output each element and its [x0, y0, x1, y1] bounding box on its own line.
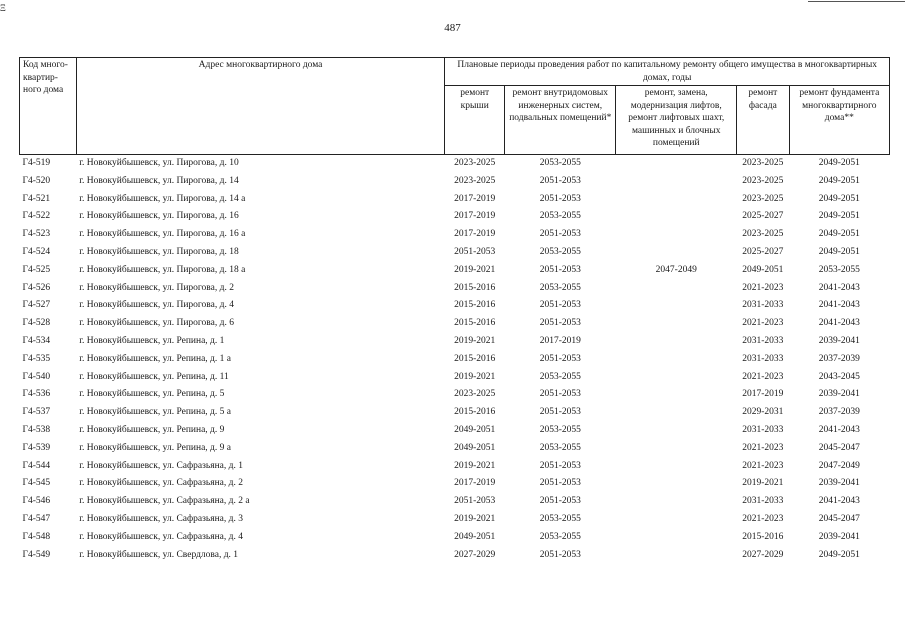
cell-facade: 2031-2033 — [742, 353, 784, 364]
table-row — [20, 369, 890, 387]
cell-systems: 2051-2053 — [539, 407, 581, 418]
cell-facade: 2021-2023 — [742, 371, 784, 382]
cell-systems: 2051-2053 — [539, 496, 581, 507]
cell-elevators — [616, 386, 737, 404]
cell-address: г. Новокуйбышевск, ул. Пирогова, д. 16 а — [79, 229, 246, 240]
cell-roof: 2015-2016 — [454, 300, 496, 311]
cell-foundation: 2037-2039 — [818, 353, 860, 364]
cell-address: г. Новокуйбышевск, ул. Пирогова, д. 18 — [79, 246, 239, 257]
cell-elevators — [616, 458, 737, 476]
cell-address: г. Новокуйбышевск, ул. Репина, д. 11 — [79, 371, 229, 382]
table-row — [20, 155, 890, 173]
table-row — [20, 422, 890, 440]
cell-elevators: 2047-2049 — [655, 264, 697, 275]
cell-elevators — [616, 440, 737, 458]
cell-address: г. Новокуйбышевск, ул. Сафразьяна, д. 2 — [79, 478, 243, 489]
cell-systems: 2051-2053 — [539, 460, 581, 471]
header-elevators: ремонт, замена, модернизация лифтов, ремонт лифтовых шахт, машинных и блочных помещений — [616, 86, 737, 155]
cell-facade: 2015-2016 — [742, 531, 784, 542]
cell-foundation: 2041-2043 — [818, 496, 860, 507]
cell-systems: 2053-2055 — [539, 282, 581, 293]
cell-roof: 2017-2019 — [454, 193, 496, 204]
table-row — [20, 493, 890, 511]
cell-facade: 2019-2021 — [742, 478, 784, 489]
cell-address: г. Новокуйбышевск, ул. Пирогова, д. 18 а — [79, 264, 246, 275]
cell-elevators — [616, 315, 737, 333]
cell-elevators — [616, 173, 737, 191]
cell-foundation: 2047-2049 — [818, 460, 860, 471]
cell-address: г. Новокуйбышевск, ул. Пирогова, д. 10 — [79, 158, 239, 168]
cell-elevators — [616, 280, 737, 298]
header-facade: ремонт фасада — [737, 86, 790, 155]
cell-roof: 2019-2021 — [454, 460, 496, 471]
cell-code: Г4-537 — [22, 407, 51, 418]
cell-roof: 2019-2021 — [454, 335, 496, 346]
table-row — [20, 458, 890, 476]
cell-roof: 2017-2019 — [454, 229, 496, 240]
cell-elevators — [616, 208, 737, 226]
cell-systems: 2053-2055 — [539, 158, 581, 168]
cell-roof: 2015-2016 — [454, 282, 496, 293]
cell-foundation: 2045-2047 — [818, 442, 860, 453]
cell-code: Г4-535 — [22, 353, 51, 364]
cell-code: Г4-523 — [22, 229, 51, 240]
cell-facade: 2021-2023 — [742, 460, 784, 471]
cell-foundation: 2041-2043 — [818, 300, 860, 311]
scan-line — [808, 1, 905, 2]
cell-roof: 2049-2051 — [454, 531, 496, 542]
cell-address: г. Новокуйбышевск, ул. Пирогова, д. 6 — [79, 318, 234, 329]
cell-foundation: 2043-2045 — [818, 371, 860, 382]
cell-code: Г4-547 — [22, 513, 51, 524]
cell-roof: 2015-2016 — [454, 318, 496, 329]
cell-foundation: 2049-2051 — [818, 549, 860, 560]
cell-elevators — [616, 511, 737, 529]
cell-elevators — [616, 529, 737, 547]
header-systems: ремонт внутридомовых инженерных систем, подвальных помещений* — [505, 86, 616, 155]
table-row — [20, 529, 890, 547]
cell-code: Г4-525 — [22, 264, 51, 275]
cell-foundation: 2049-2051 — [818, 193, 860, 204]
cell-roof: 2023-2025 — [454, 158, 496, 168]
cell-elevators — [616, 475, 737, 493]
cell-systems: 2051-2053 — [539, 229, 581, 240]
cell-foundation: 2041-2043 — [818, 424, 860, 435]
cell-code: Г4-534 — [22, 335, 51, 346]
table-row — [20, 280, 890, 298]
cell-code: Г4-549 — [22, 549, 51, 560]
cell-address: г. Новокуйбышевск, ул. Репина, д. 1 — [79, 335, 225, 346]
cell-facade: 2031-2033 — [742, 424, 784, 435]
cell-roof: 2017-2019 — [454, 478, 496, 489]
cell-roof: 2015-2016 — [454, 353, 496, 364]
cell-code: Г4-520 — [22, 175, 51, 186]
cell-code: Г4-524 — [22, 246, 51, 257]
page-number: 487 — [444, 22, 461, 34]
cell-code: Г4-526 — [22, 282, 51, 293]
table-row — [20, 226, 890, 244]
cell-roof: 2019-2021 — [454, 371, 496, 382]
cell-address: г. Новокуйбышевск, ул. Репина, д. 5 а — [79, 407, 231, 418]
table-row — [20, 386, 890, 404]
cell-code: Г4-536 — [22, 389, 51, 400]
cell-facade: 2021-2023 — [742, 442, 784, 453]
cell-systems: 2051-2053 — [539, 478, 581, 489]
cell-code: Г4-527 — [22, 300, 51, 311]
scan-mark: Ξ — [0, 3, 6, 13]
cell-facade: 2023-2025 — [742, 175, 784, 186]
cell-facade: 2027-2029 — [742, 549, 784, 560]
cell-foundation: 2041-2043 — [818, 318, 860, 329]
cell-code: Г4-546 — [22, 496, 51, 507]
cell-systems: 2053-2055 — [539, 531, 581, 542]
cell-systems: 2051-2053 — [539, 353, 581, 364]
cell-code: Г4-548 — [22, 531, 51, 542]
cell-systems: 2051-2053 — [539, 193, 581, 204]
cell-roof: 2049-2051 — [454, 442, 496, 453]
cell-facade: 2031-2033 — [742, 300, 784, 311]
cell-systems: 2053-2055 — [539, 246, 581, 257]
cell-address: г. Новокуйбышевск, ул. Сафразьяна, д. 3 — [79, 513, 243, 524]
cell-code: Г4-519 — [22, 158, 51, 168]
table-row — [20, 244, 890, 262]
cell-systems: 2051-2053 — [539, 175, 581, 186]
cell-systems: 2017-2019 — [539, 335, 581, 346]
cell-elevators — [616, 493, 737, 511]
table-row — [20, 547, 890, 565]
cell-foundation: 2049-2051 — [818, 175, 860, 186]
table-row — [20, 315, 890, 333]
cell-roof: 2051-2053 — [454, 496, 496, 507]
table-row — [20, 191, 890, 209]
table-body — [20, 155, 890, 565]
cell-address: г. Новокуйбышевск, ул. Сафразьяна, д. 4 — [79, 531, 243, 542]
cell-systems: 2051-2053 — [539, 264, 581, 275]
cell-facade: 2021-2023 — [742, 513, 784, 524]
table-row — [20, 297, 890, 315]
header-foundation: ремонт фундамента многоквартирного дома** — [789, 86, 889, 155]
cell-code: Г4-521 — [22, 193, 51, 204]
cell-roof: 2051-2053 — [454, 246, 496, 257]
cell-foundation: 2049-2051 — [818, 246, 860, 257]
cell-elevators — [616, 191, 737, 209]
cell-facade: 2023-2025 — [742, 229, 784, 240]
cell-address: г. Новокуйбышевск, ул. Пирогова, д. 4 — [79, 300, 234, 311]
cell-roof: 2019-2021 — [454, 264, 496, 275]
cell-facade: 2023-2025 — [742, 158, 784, 168]
cell-systems: 2053-2055 — [539, 371, 581, 382]
cell-roof: 2023-2025 — [454, 389, 496, 400]
cell-code: Г4-522 — [22, 211, 51, 222]
cell-address: г. Новокуйбышевск, ул. Репина, д. 9 — [79, 424, 225, 435]
header-address: Адрес многоквартирного дома — [76, 58, 445, 155]
cell-foundation: 2039-2041 — [818, 389, 860, 400]
cell-roof: 2015-2016 — [454, 407, 496, 418]
cell-roof: 2049-2051 — [454, 424, 496, 435]
cell-roof: 2017-2019 — [454, 211, 496, 222]
cell-facade: 2021-2023 — [742, 318, 784, 329]
cell-foundation: 2049-2051 — [818, 229, 860, 240]
cell-facade: 2025-2027 — [742, 246, 784, 257]
cell-address: г. Новокуйбышевск, ул. Пирогова, д. 16 — [79, 211, 239, 222]
cell-elevators — [616, 226, 737, 244]
table-row — [20, 351, 890, 369]
table-row — [20, 511, 890, 529]
cell-address: г. Новокуйбышевск, ул. Репина, д. 9 а — [79, 442, 231, 453]
cell-facade: 2031-2033 — [742, 496, 784, 507]
cell-code: Г4-539 — [22, 442, 51, 453]
cell-facade: 2023-2025 — [742, 193, 784, 204]
cell-foundation: 2049-2051 — [818, 211, 860, 222]
cell-code: Г4-538 — [22, 424, 51, 435]
cell-elevators — [616, 333, 737, 351]
cell-address: г. Новокуйбышевск, ул. Свердлова, д. 1 — [79, 549, 239, 560]
header-periods: Плановые периоды проведения работ по капитальному ремонту общего имущества в многоквартирных домах, годы — [445, 58, 890, 86]
cell-code: Г4-544 — [22, 460, 51, 471]
cell-systems: 2051-2053 — [539, 389, 581, 400]
cell-elevators — [616, 422, 737, 440]
cell-systems: 2051-2053 — [539, 318, 581, 329]
cell-elevators — [616, 369, 737, 387]
table-row — [20, 173, 890, 191]
cell-foundation: 2039-2041 — [818, 335, 860, 346]
cell-foundation: 2039-2041 — [818, 531, 860, 542]
capital-repair-table — [19, 57, 890, 564]
header-roof: ремонт крыши — [445, 86, 505, 155]
table-row — [20, 404, 890, 422]
cell-address: г. Новокуйбышевск, ул. Сафразьяна, д. 1 — [79, 460, 243, 471]
table-row — [20, 333, 890, 351]
cell-elevators — [616, 404, 737, 422]
table-row — [20, 475, 890, 493]
cell-facade: 2021-2023 — [742, 282, 784, 293]
cell-foundation: 2041-2043 — [818, 282, 860, 293]
cell-address: г. Новокуйбышевск, ул. Пирогова, д. 2 — [79, 282, 234, 293]
cell-systems: 2051-2053 — [539, 300, 581, 311]
cell-roof: 2019-2021 — [454, 513, 496, 524]
cell-systems: 2053-2055 — [539, 424, 581, 435]
table-row — [20, 262, 890, 280]
cell-foundation: 2039-2041 — [818, 478, 860, 489]
table-row — [20, 208, 890, 226]
cell-elevators — [616, 351, 737, 369]
cell-code: Г4-540 — [22, 371, 51, 382]
cell-elevators — [616, 547, 737, 565]
cell-facade: 2017-2019 — [742, 389, 784, 400]
cell-systems: 2053-2055 — [539, 211, 581, 222]
cell-facade: 2031-2033 — [742, 335, 784, 346]
cell-systems: 2051-2053 — [539, 549, 581, 560]
cell-foundation: 2045-2047 — [818, 513, 860, 524]
cell-code: Г4-528 — [22, 318, 51, 329]
cell-address: г. Новокуйбышевск, ул. Пирогова, д. 14 — [79, 175, 239, 186]
cell-systems: 2053-2055 — [539, 513, 581, 524]
cell-address: г. Новокуйбышевск, ул. Сафразьяна, д. 2 а — [79, 496, 250, 507]
cell-address: г. Новокуйбышевск, ул. Пирогова, д. 14 а — [79, 193, 246, 204]
table-row — [20, 440, 890, 458]
cell-address: г. Новокуйбышевск, ул. Репина, д. 1 а — [79, 353, 231, 364]
cell-roof: 2023-2025 — [454, 175, 496, 186]
cell-foundation: 2037-2039 — [818, 407, 860, 418]
cell-foundation: 2053-2055 — [818, 264, 860, 275]
cell-address: г. Новокуйбышевск, ул. Репина, д. 5 — [79, 389, 225, 400]
header-code: Код много-квартир-ного дома — [20, 58, 77, 155]
cell-facade: 2025-2027 — [742, 211, 784, 222]
cell-facade: 2049-2051 — [742, 264, 784, 275]
cell-elevators — [616, 244, 737, 262]
cell-elevators — [616, 297, 737, 315]
cell-roof: 2027-2029 — [454, 549, 496, 560]
cell-foundation: 2049-2051 — [818, 158, 860, 168]
cell-systems: 2053-2055 — [539, 442, 581, 453]
cell-code: Г4-545 — [22, 478, 51, 489]
cell-elevators — [616, 155, 737, 173]
cell-facade: 2029-2031 — [742, 407, 784, 418]
